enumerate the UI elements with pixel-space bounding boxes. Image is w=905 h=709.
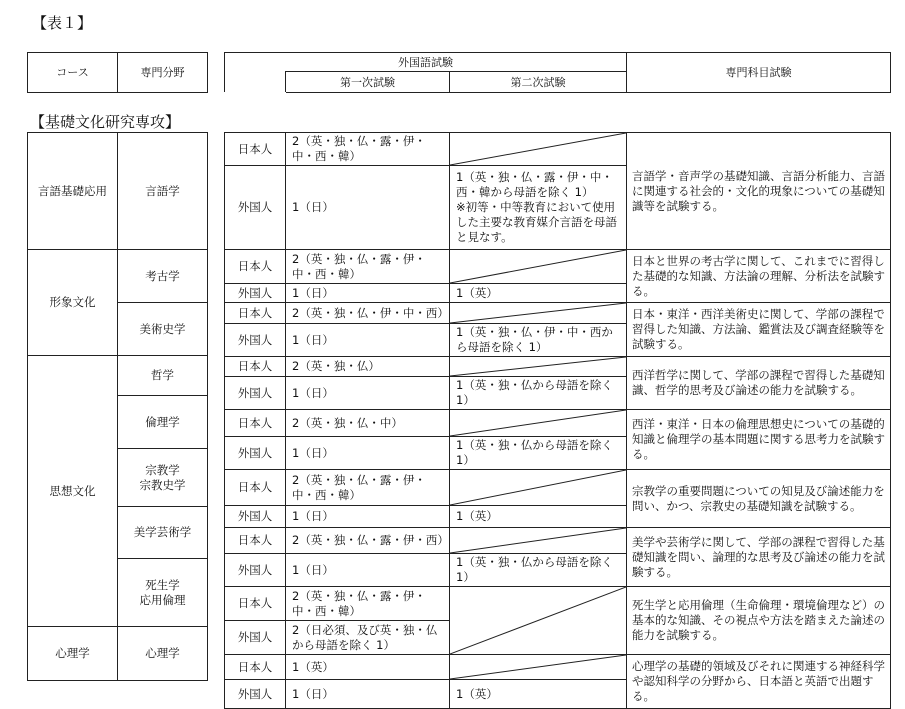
art-jp-label: 日本人 <box>225 303 286 324</box>
psy-fr-second: 1（英） <box>450 680 627 709</box>
field-art: 美術史学 <box>118 303 208 356</box>
section-title: 【基礎文化研究専攻】 <box>30 113 181 131</box>
arch-fr-label: 外国人 <box>225 284 286 303</box>
art-fr-first: 1（日） <box>286 324 450 357</box>
course-table <box>27 132 208 681</box>
field-phil: 哲学 <box>118 356 208 396</box>
relig-desc: 宗教学の重要問題についての知見及び論述能力を問い、かつ、宗教史の基礎知識を試験する。 <box>627 470 891 528</box>
psy-fr-first: 1（日） <box>286 680 450 709</box>
phil-jp-second-empty <box>450 357 627 377</box>
death-desc: 死生学と応用倫理（生命倫理・環境倫理など）の基本的な知識、その視点や方法を踏まえた論述の能力を試験する。 <box>627 587 891 655</box>
lang-fr-second-note: ※初等・中等教育において使用した主要な教育媒介言語を母語と見なす。 <box>456 200 617 244</box>
aesth-fr-first: 1（日） <box>286 554 450 587</box>
relig-fr-second: 1（英） <box>450 506 627 528</box>
aesth-jp-first: 2（英・独・仏・露・伊・西） <box>286 528 450 554</box>
lang-fr-label: 外国人 <box>225 166 286 250</box>
header-field: 専門分野 <box>118 53 208 93</box>
arch-desc: 日本と世界の考古学に関して、これまでに習得した基礎的な知識、方法論の理解、分析法を試験する。 <box>627 250 891 303</box>
header-course: コース <box>28 53 118 93</box>
relig-jp-second-empty <box>450 470 627 506</box>
phil-jp-first: 2（英・独・仏） <box>286 357 450 377</box>
arch-fr-first: 1（日） <box>286 284 450 303</box>
field-psy: 心理学 <box>118 627 208 681</box>
header-specialty: 専門科目試験 <box>627 53 891 93</box>
phil-fr-second: 1（英・独・仏から母語を除く 1） <box>450 377 627 410</box>
death-fr-label: 外国人 <box>225 621 286 655</box>
lang-jp-second-empty <box>450 133 627 166</box>
art-jp-first: 2（英・独・仏・伊・中・西） <box>286 303 450 324</box>
death-jp-first: 2（英・独・仏・露・伊・中・西・韓） <box>286 587 450 621</box>
aesth-desc: 美学や芸術学に関して、学部の課程で習得した基礎知識を問い、論理的な思考及び論述の能力を試験する。 <box>627 528 891 587</box>
lang-desc: 言語学・音声学の基礎知識、言語分析能力、言語に関連する社会的・文化的現象についての基礎知識等を試験する。 <box>627 133 891 250</box>
arch-jp-label: 日本人 <box>225 250 286 284</box>
aesth-fr-label: 外国人 <box>225 554 286 587</box>
art-fr-second: 1（英・独・仏・伊・中・西から母語を除く 1） <box>450 324 627 357</box>
field-aesth: 美学芸術学 <box>118 507 208 559</box>
aesth-fr-second: 1（英・独・仏から母語を除く 1） <box>450 554 627 587</box>
psy-desc: 心理学の基礎的領域及びそれに関連する神経科学や認知科学の分野から、日本語と英語で出題する。 <box>627 655 891 709</box>
course-shiso: 思想文化 <box>28 356 118 627</box>
field-arch: 考古学 <box>118 250 208 303</box>
relig-fr-first: 1（日） <box>286 506 450 528</box>
death-jp-label: 日本人 <box>225 587 286 621</box>
phil-fr-label: 外国人 <box>225 377 286 410</box>
table-label: 【表１】 <box>32 14 93 32</box>
death-fr-first: 2（日必須、及び英・独・仏から母語を除く 1） <box>286 621 450 655</box>
psy-jp-second-empty <box>450 655 627 680</box>
ethics-fr-second: 1（英・独・仏から母語を除く 1） <box>450 437 627 470</box>
relig-jp-label: 日本人 <box>225 470 286 506</box>
header-table-left <box>27 52 208 93</box>
aesth-jp-second-empty <box>450 528 627 554</box>
ethics-jp-first: 2（英・独・仏・中） <box>286 410 450 437</box>
field-lang: 言語学 <box>118 133 208 250</box>
field-death: 死生学 応用倫理 <box>118 559 208 627</box>
header-second: 第二次試験 <box>450 72 627 93</box>
arch-jp-second-empty <box>450 250 627 284</box>
arch-fr-second: 1（英） <box>450 284 627 303</box>
art-fr-label: 外国人 <box>225 324 286 357</box>
course-psy: 心理学 <box>28 627 118 681</box>
phil-desc: 西洋哲学に関して、学部の課程で習得した基礎知識、哲学的思考及び論述の能力を試験する。 <box>627 357 891 410</box>
relig-jp-first: 2（英・独・仏・露・伊・中・西・韓） <box>286 470 450 506</box>
death-second-empty <box>450 587 627 655</box>
course-keisho: 形象文化 <box>28 250 118 356</box>
ethics-fr-first: 1（日） <box>286 437 450 470</box>
ethics-fr-label: 外国人 <box>225 437 286 470</box>
course-lang: 言語基礎応用 <box>28 133 118 250</box>
ethics-jp-label: 日本人 <box>225 410 286 437</box>
arch-jp-first: 2（英・独・仏・露・伊・中・西・韓） <box>286 250 450 284</box>
lang-fr-first: 1（日） <box>286 166 450 250</box>
exam-table <box>224 132 891 709</box>
ethics-jp-second-empty <box>450 410 627 437</box>
psy-fr-label: 外国人 <box>225 680 286 709</box>
relig-fr-label: 外国人 <box>225 506 286 528</box>
aesth-jp-label: 日本人 <box>225 528 286 554</box>
lang-fr-second: 1（英・独・仏・露・伊・中・西・韓から母語を除く 1） <box>456 170 613 199</box>
field-ethics: 倫理学 <box>118 396 208 449</box>
lang-jp-first: 2（英・独・仏・露・伊・中・西・韓） <box>286 133 450 166</box>
header-first: 第一次試験 <box>286 72 450 93</box>
psy-jp-first: 1（英） <box>286 655 450 680</box>
lang-jp-label: 日本人 <box>225 133 286 166</box>
psy-jp-label: 日本人 <box>225 655 286 680</box>
lang-fr-second-cell <box>450 166 627 250</box>
ethics-desc: 西洋・東洋・日本の倫理思想史についての基礎的知識と倫理学の基本問題に関する思考力を試験する。 <box>627 410 891 470</box>
phil-jp-label: 日本人 <box>225 357 286 377</box>
art-desc: 日本・東洋・西洋美術史に関して、学部の課程で習得した知識、方法論、鑑賞法及び調査経験等を試験する。 <box>627 303 891 357</box>
header-table-right <box>224 52 891 93</box>
art-jp-second-empty <box>450 303 627 324</box>
field-relig: 宗教学 宗教史学 <box>118 449 208 507</box>
phil-fr-first: 1（日） <box>286 377 450 410</box>
header-foreign: 外国語試験 <box>225 53 627 72</box>
